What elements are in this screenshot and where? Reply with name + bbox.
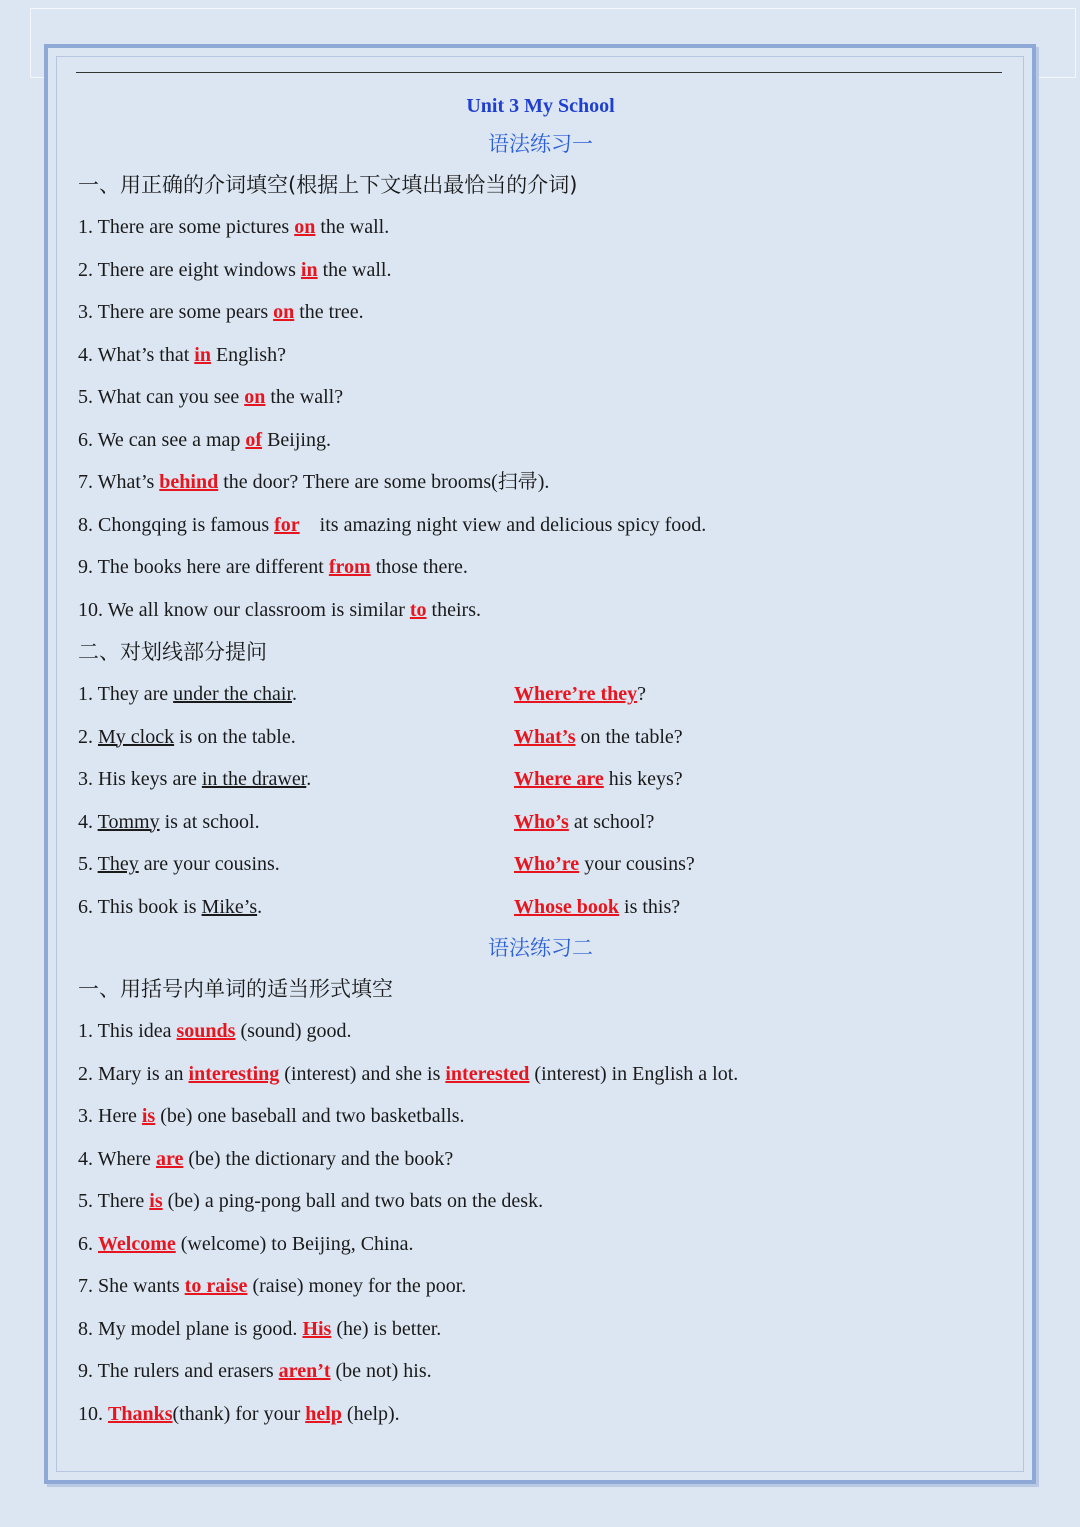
question-text: Beijing. [262, 428, 331, 451]
exercise-line [78, 1053, 1018, 1096]
answer-text: What’s [514, 725, 576, 748]
exercise-line [78, 589, 1018, 632]
exercise-line [78, 546, 1018, 589]
exercise-line [78, 419, 1018, 462]
question-text: the wall. [317, 258, 392, 281]
question-text: 10. We all know our classroom is similar [78, 598, 410, 621]
part1-heading: 语法练习一 [488, 132, 593, 156]
underlined-part: My clock [98, 725, 175, 748]
question-text: 6. We can see a map [78, 428, 246, 451]
answer-text: His [302, 1317, 332, 1340]
exercise-line [78, 334, 1018, 377]
answer-column [514, 716, 683, 759]
section-word-form-title: 一、用括号内单词的适当形式填空 [78, 977, 393, 1001]
question-text: 9. The rulers and erasers [78, 1360, 279, 1382]
question-text: 8. My model plane is good. [78, 1317, 303, 1340]
answer-text: from [328, 556, 371, 578]
answer-text: is [149, 1190, 163, 1212]
question-text: (interest) and she is [279, 1062, 446, 1085]
question-text: 6. [78, 1232, 98, 1255]
question-text: . [257, 895, 263, 918]
exercise-line [78, 886, 1018, 929]
question-text: (welcome) to Beijing, China. [175, 1232, 414, 1255]
exercise-line [78, 673, 1018, 716]
question-text: (be) the dictionary and the book? [183, 1147, 454, 1170]
question-text: (help). [341, 1402, 400, 1425]
answer-text: on [244, 386, 266, 408]
exercise-line [78, 1180, 1018, 1223]
question-text: (be) one baseball and two basketballs. [155, 1105, 465, 1127]
question-text: is at school. [159, 810, 260, 833]
question-text: (he) is better. [331, 1317, 442, 1340]
underlined-part: Mike’s [201, 895, 258, 918]
worksheet [78, 88, 1018, 1435]
question-text: . [306, 768, 312, 790]
answer-text: to [409, 598, 427, 621]
question-text: English? [210, 343, 286, 366]
question-text: are your cousins. [138, 853, 280, 875]
question-text: the wall. [315, 216, 390, 238]
question-text: 4. Where [78, 1147, 156, 1170]
exercise-line [78, 206, 1018, 249]
answer-text: Where are [514, 768, 604, 790]
answer-column [514, 886, 680, 929]
question-text: 3. His keys are [78, 768, 202, 790]
answer-text: Who’re [514, 853, 580, 875]
section-question-title: 二、对划线部分提问 [78, 640, 267, 664]
answer-text: on [294, 216, 316, 238]
question-text: 7. She wants [78, 1275, 185, 1297]
exercise-line [78, 801, 1018, 844]
question-text: at school? [568, 810, 655, 833]
question-text: 4. [78, 810, 98, 833]
exercise-line [78, 1138, 1018, 1181]
exercise-line [78, 504, 1018, 547]
exercise-line [78, 758, 1018, 801]
question-text: is on the table. [174, 725, 296, 748]
question-text: 5. [78, 853, 98, 875]
question-text: (thank) for your [172, 1402, 306, 1425]
question-text: 1. There are some pictures [78, 216, 295, 238]
underlined-part: They [97, 853, 139, 875]
answer-text: for [274, 513, 300, 536]
question-text: on the table? [575, 725, 683, 748]
answer-text: interesting [188, 1062, 280, 1085]
answer-text: are [155, 1147, 184, 1170]
exercise-line [78, 1095, 1018, 1138]
question-text: the tree. [294, 301, 364, 323]
answer-text: Thanks [108, 1402, 173, 1425]
section-preposition-title: 一、用正确的介词填空(根据上下文填出最恰当的介词) [78, 173, 578, 197]
exercise-line [78, 1350, 1018, 1393]
page-title: Unit 3 My School [466, 95, 615, 117]
underlined-part: Tommy [97, 810, 160, 833]
answer-text: in [194, 343, 211, 366]
question-text: your cousins? [579, 853, 695, 875]
answer-text: is [141, 1105, 156, 1127]
exercise-line [78, 249, 1018, 292]
question-text: . [292, 683, 297, 705]
question-text: (raise) money for the poor. [247, 1275, 467, 1297]
exercise-line [78, 461, 1018, 504]
word-form-exercise [78, 1010, 1018, 1435]
question-text: the door? There are some brooms(扫帚). [218, 471, 550, 493]
question-text: 10. [78, 1402, 108, 1425]
answer-column [514, 843, 695, 886]
answer-text: Where’re they [514, 683, 638, 705]
question-exercise [78, 673, 1018, 928]
exercise-line [78, 1393, 1018, 1436]
answer-text: Whose book [514, 895, 620, 918]
answer-column [514, 673, 646, 716]
exercise-line [78, 843, 1018, 886]
question-text: 7. What’s [78, 471, 160, 493]
question-text: 2. Mary is an [78, 1062, 189, 1085]
answer-text: sounds [176, 1020, 236, 1042]
preposition-exercise [78, 206, 1018, 631]
question-text: 2. There are eight windows [78, 258, 301, 281]
answer-text: aren’t [278, 1360, 331, 1382]
question-text: 8. Chongqing is famous [78, 513, 275, 536]
exercise-line [78, 1265, 1018, 1308]
answer-text: in [300, 258, 318, 281]
question-text: the wall? [265, 386, 344, 408]
answer-column [514, 801, 654, 844]
question-text: (interest) in English a lot. [529, 1062, 739, 1085]
question-text: 4. What’s that [78, 343, 195, 366]
question-text: 3. There are some pears [78, 301, 274, 323]
question-text: its amazing night view and delicious spicy food. [299, 513, 707, 536]
question-text: 3. Here [78, 1105, 142, 1127]
answer-text: interested [445, 1062, 530, 1085]
question-text: 6. This book is [78, 895, 202, 918]
exercise-line [78, 291, 1018, 334]
exercise-line [78, 1308, 1018, 1351]
question-text: his keys? [603, 768, 683, 790]
question-text: those there. [370, 556, 468, 578]
question-text: 2. [78, 725, 98, 748]
question-text: (be not) his. [330, 1360, 432, 1382]
answer-text: on [273, 301, 295, 323]
underlined-part: under the chair [173, 683, 292, 705]
exercise-line [78, 716, 1018, 759]
answer-text: help [305, 1402, 342, 1425]
part2-heading: 语法练习二 [488, 936, 593, 960]
question-text: 1. They are [78, 683, 174, 705]
exercise-line [78, 1223, 1018, 1266]
header-rule [76, 72, 1002, 73]
question-text: 5. What can you see [78, 386, 245, 408]
question-text: 5. There [78, 1190, 150, 1212]
answer-text: to raise [184, 1275, 248, 1297]
question-text: 1. This idea [78, 1020, 177, 1042]
answer-text: of [245, 428, 263, 451]
answer-text: Who’s [514, 810, 569, 833]
answer-column [514, 758, 683, 801]
underlined-part: in the drawer [201, 768, 307, 790]
question-text: is this? [619, 895, 681, 918]
question-text: theirs. [426, 598, 481, 621]
answer-text: behind [159, 471, 219, 493]
answer-text: Welcome [98, 1232, 176, 1255]
question-text: ? [637, 683, 646, 705]
question-text: 9. The books here are different [78, 556, 329, 578]
exercise-line [78, 1010, 1018, 1053]
exercise-line [78, 376, 1018, 419]
question-text: (sound) good. [235, 1020, 352, 1042]
question-text: (be) a ping-pong ball and two bats on the desk. [162, 1190, 544, 1212]
